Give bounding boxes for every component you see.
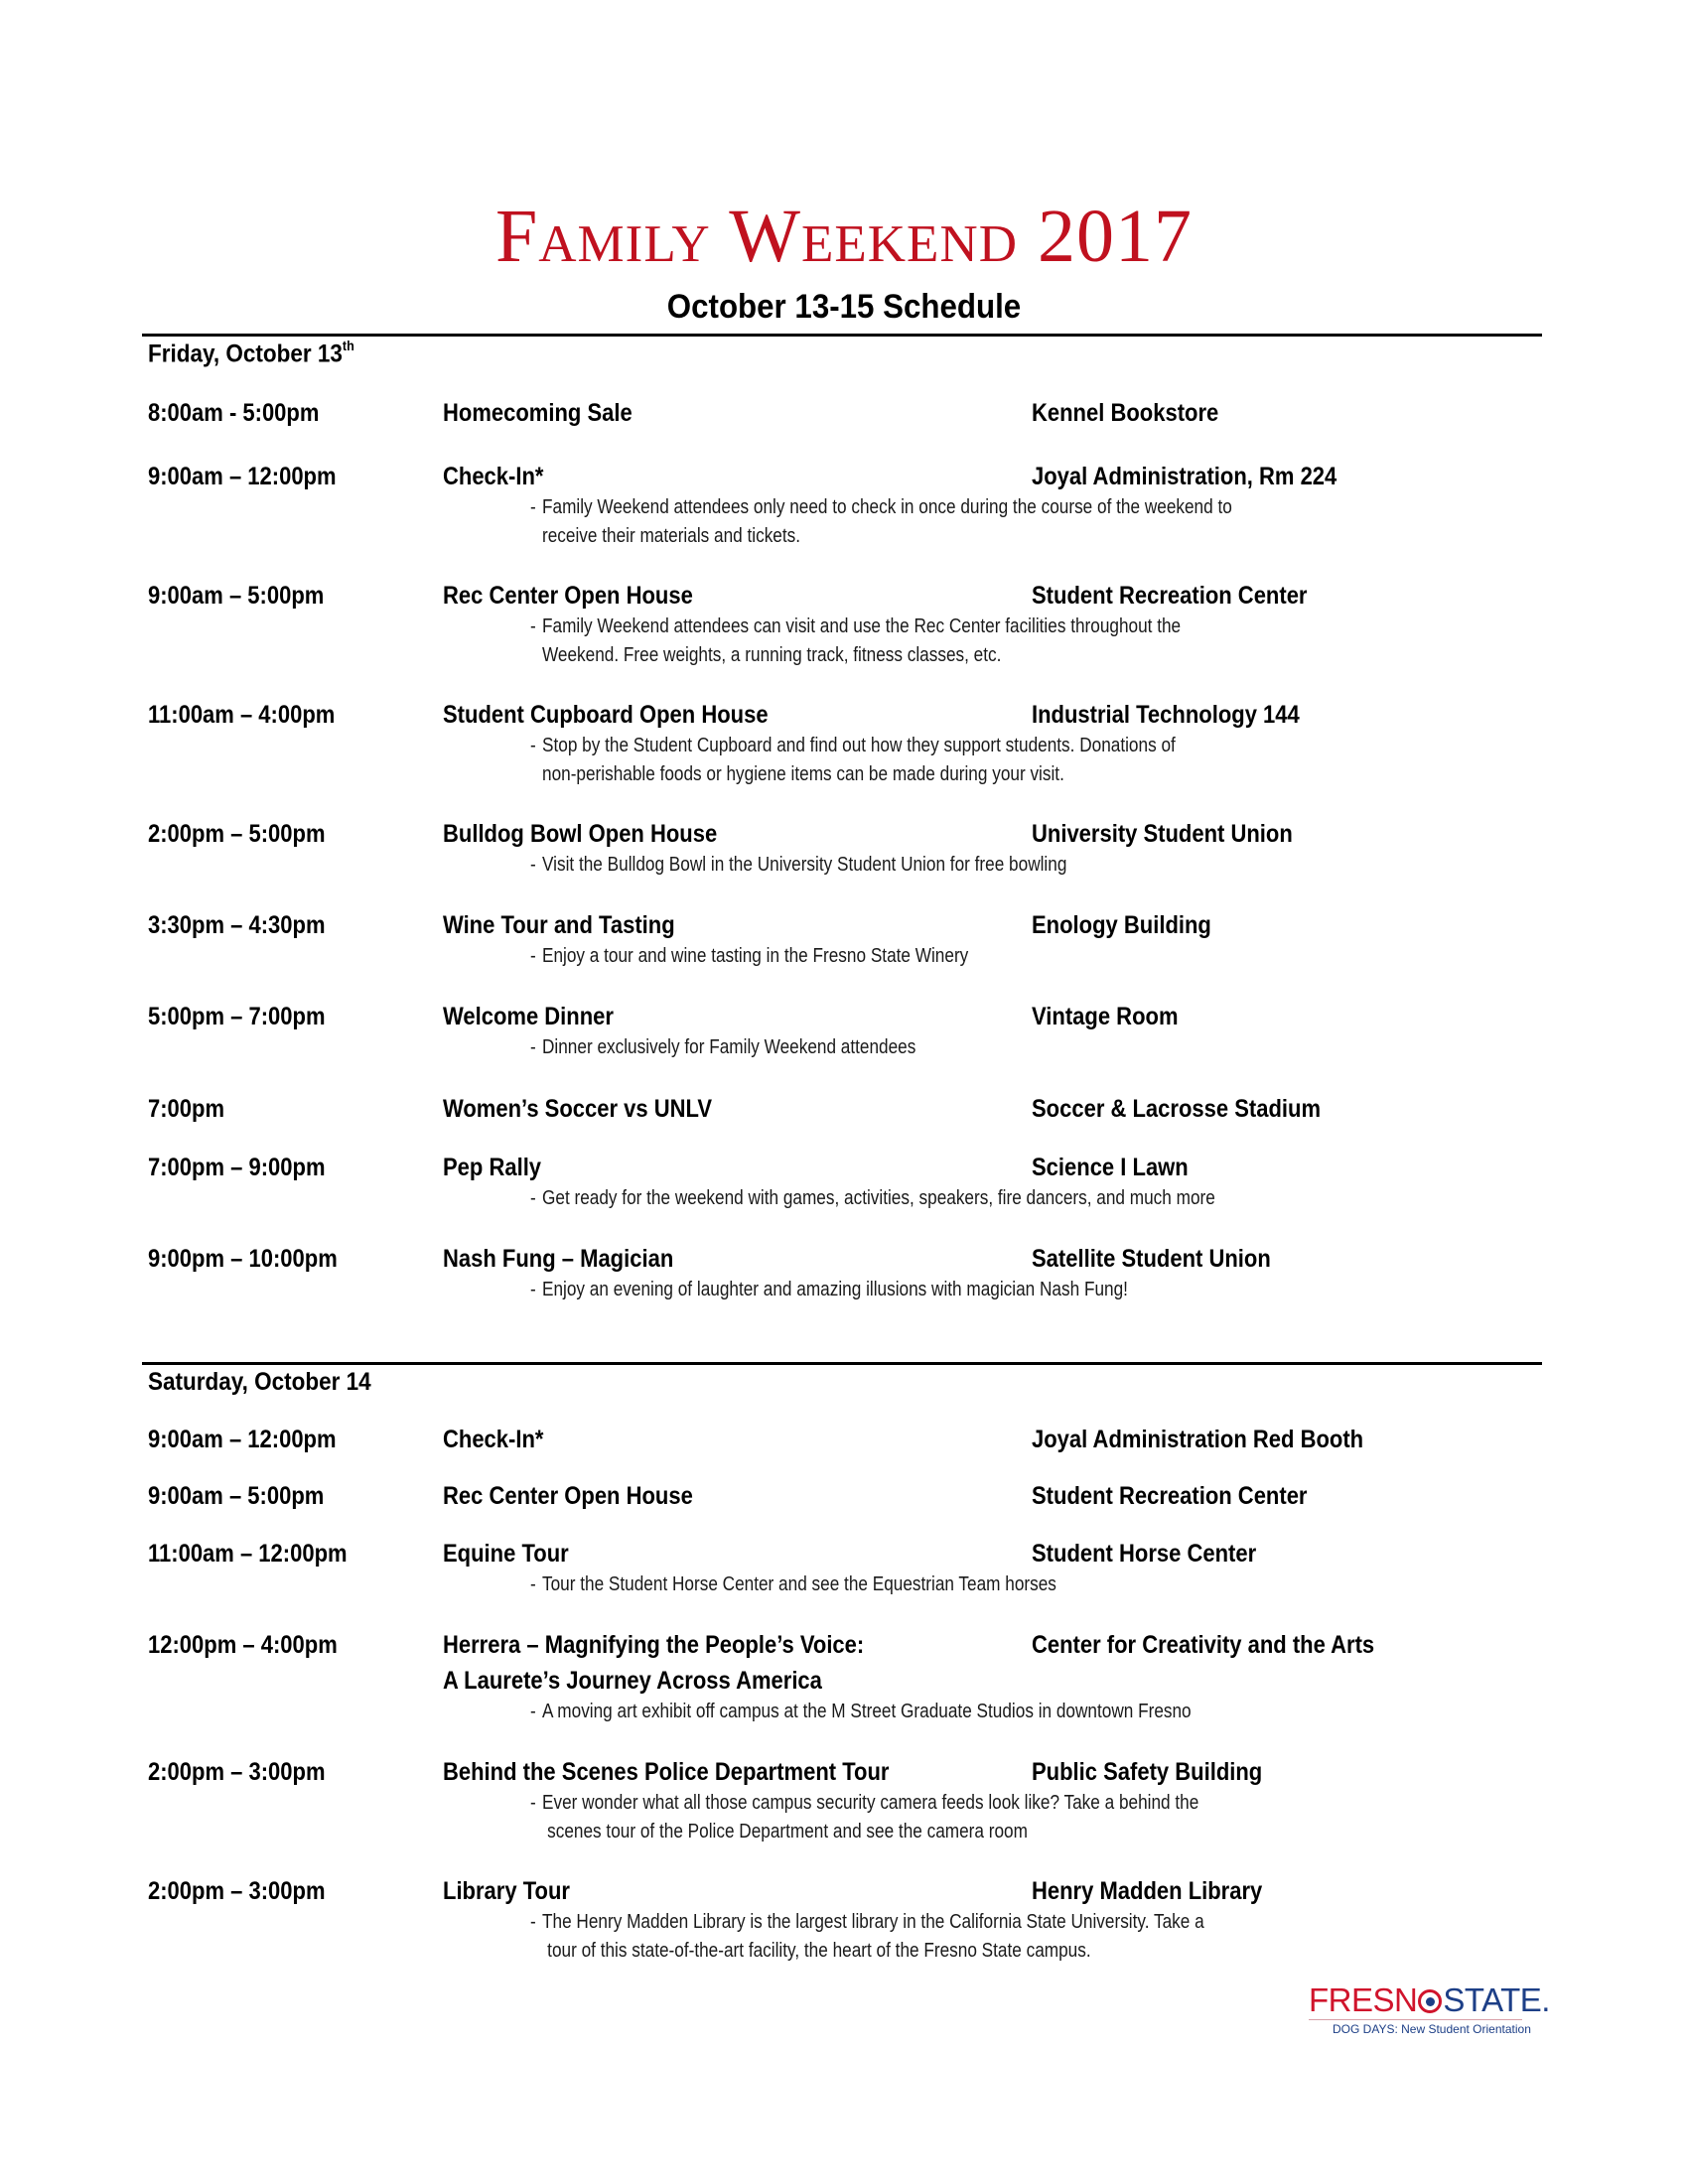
event-title: Pep Rally bbox=[443, 1154, 542, 1181]
day-heading-label: Saturday, October 14 bbox=[148, 1368, 371, 1396]
event-location: Kennel Bookstore bbox=[1032, 399, 1219, 427]
event-location: Joyal Administration Red Booth bbox=[1032, 1426, 1364, 1453]
description-line: Get ready for the weekend with games, activities, speakers, fire dancers, and much more bbox=[542, 1187, 1215, 1209]
event-description: - Ever wonder what all those campus security camera feeds look like? Take a behind the scenes tour of the Police Department and see the camera room bbox=[542, 1789, 1311, 1846]
description-line: Enjoy a tour and wine tasting in the Fresno State Winery bbox=[542, 945, 969, 967]
description-line: A moving art exhibit off campus at the M Street Graduate Studios in downtown Fresno bbox=[542, 1701, 1192, 1722]
event-time: 11:00am – 4:00pm bbox=[148, 701, 336, 729]
event-time: 8:00am - 5:00pm bbox=[148, 399, 320, 427]
event-title: Welcome Dinner bbox=[443, 1003, 614, 1030]
event-time: 9:00am – 5:00pm bbox=[148, 1482, 325, 1510]
event-title: Equine Tour bbox=[443, 1540, 569, 1568]
description-line: Ever wonder what all those campus security camera feeds look like? Take a behind the bbox=[542, 1792, 1199, 1814]
event-location: Science I Lawn bbox=[1032, 1154, 1189, 1181]
event-time: 5:00pm – 7:00pm bbox=[148, 1003, 326, 1030]
event-location: Joyal Administration, Rm 224 bbox=[1032, 463, 1337, 490]
event-title: Library Tour bbox=[443, 1877, 570, 1905]
event-location: Vintage Room bbox=[1032, 1003, 1179, 1030]
event-description: - Get ready for the weekend with games, activities, speakers, fire dancers, and much more bbox=[542, 1184, 1311, 1213]
event-location: Student Recreation Center bbox=[1032, 1482, 1308, 1510]
description-line: Weekend. Free weights, a running track, fitness classes, etc. bbox=[542, 644, 1002, 666]
event-location: Student Recreation Center bbox=[1032, 582, 1308, 610]
event-title: Rec Center Open House bbox=[443, 1482, 693, 1510]
event-location: University Student Union bbox=[1032, 820, 1293, 848]
event-time: 12:00pm – 4:00pm bbox=[148, 1631, 338, 1659]
description-line: Enjoy an evening of laughter and amazing illusions with magician Nash Fung! bbox=[542, 1279, 1128, 1300]
event-location: Student Horse Center bbox=[1032, 1540, 1257, 1568]
event-description: - Enjoy a tour and wine tasting in the Fresno State Winery bbox=[542, 942, 1311, 971]
description-line: non-perishable foods or hygiene items can be made during your visit. bbox=[542, 763, 1064, 785]
event-description: - Enjoy an evening of laughter and amazing illusions with magician Nash Fung! bbox=[542, 1276, 1311, 1304]
page-subtitle: October 13-15 Schedule bbox=[666, 288, 1022, 326]
logo-word-state: STATE. bbox=[1443, 1981, 1550, 2018]
description-line: receive their materials and tickets. bbox=[542, 525, 801, 547]
paw-print-icon bbox=[1418, 1989, 1442, 2013]
day-heading-suffix: th bbox=[342, 338, 354, 353]
event-location: Henry Madden Library bbox=[1032, 1877, 1263, 1905]
description-line: scenes tour of the Police Department and see the camera room bbox=[547, 1821, 1028, 1843]
description-line: Stop by the Student Cupboard and find out how they support students. Donations of bbox=[542, 735, 1176, 756]
event-title: Rec Center Open House bbox=[443, 582, 693, 610]
event-description: - Tour the Student Horse Center and see the Equestrian Team horses bbox=[542, 1570, 1311, 1599]
description-line: tour of this state-of-the-art facility, the heart of the Fresno State campus. bbox=[547, 1940, 1091, 1962]
event-title: Homecoming Sale bbox=[443, 399, 633, 427]
event-time: 9:00pm – 10:00pm bbox=[148, 1245, 338, 1273]
event-location: Public Safety Building bbox=[1032, 1758, 1263, 1786]
day-heading-saturday bbox=[148, 1368, 371, 1397]
event-description: - Visit the Bulldog Bowl in the University Student Union for free bowling bbox=[542, 851, 1311, 880]
description-line: Tour the Student Horse Center and see the Equestrian Team horses bbox=[542, 1573, 1056, 1595]
event-location: Industrial Technology 144 bbox=[1032, 701, 1300, 729]
logo-underline bbox=[1309, 2019, 1522, 2020]
event-location: Enology Building bbox=[1032, 911, 1211, 939]
event-title: Bulldog Bowl Open House bbox=[443, 820, 718, 848]
event-title: Nash Fung – Magician bbox=[443, 1245, 674, 1273]
event-description: - Family Weekend attendees only need to check in once during the course of the weekend to receive their materials and tickets. bbox=[542, 493, 1311, 551]
event-title: Check-In* bbox=[443, 1426, 544, 1453]
day-heading-label: Friday, October 13 bbox=[148, 340, 343, 368]
event-time: 9:00am – 12:00pm bbox=[148, 463, 337, 490]
event-title-line2: A Laurete’s Journey Across America bbox=[443, 1667, 822, 1695]
event-title: Wine Tour and Tasting bbox=[443, 911, 675, 939]
section-divider bbox=[142, 334, 1542, 337]
event-time: 2:00pm – 3:00pm bbox=[148, 1877, 326, 1905]
event-title: Herrera – Magnifying the People’s Voice: bbox=[443, 1631, 865, 1659]
event-time: 3:30pm – 4:30pm bbox=[148, 911, 326, 939]
event-description: - Family Weekend attendees can visit and use the Rec Center facilities throughout the Weekend. Free weights, a running track, fitness classes, etc. bbox=[542, 613, 1311, 670]
event-time: 7:00pm – 9:00pm bbox=[148, 1154, 326, 1181]
event-title: Women’s Soccer vs UNLV bbox=[443, 1095, 713, 1123]
section-divider bbox=[142, 1362, 1542, 1365]
description-line: The Henry Madden Library is the largest library in the California State University. Take a bbox=[542, 1911, 1204, 1933]
event-time: 11:00am – 12:00pm bbox=[148, 1540, 348, 1568]
page-title: Family Weekend 2017 bbox=[495, 195, 1193, 278]
event-location: Satellite Student Union bbox=[1032, 1245, 1271, 1273]
description-line: Visit the Bulldog Bowl in the University Student Union for free bowling bbox=[542, 854, 1067, 876]
fresno-state-logo bbox=[1309, 1981, 1550, 2036]
logo-word-fresno: FRESN bbox=[1309, 1981, 1418, 2018]
event-time: 2:00pm – 5:00pm bbox=[148, 820, 326, 848]
event-description: - The Henry Madden Library is the largest library in the California State University. Take a tour of this state-of-the-art facility, the heart of the Fresno State campus. bbox=[542, 1908, 1311, 1966]
description-line: Family Weekend attendees can visit and use the Rec Center facilities throughout the bbox=[542, 615, 1182, 637]
event-time: 9:00am – 5:00pm bbox=[148, 582, 325, 610]
event-description: - A moving art exhibit off campus at the M Street Graduate Studios in downtown Fresno bbox=[542, 1698, 1311, 1726]
description-line: Family Weekend attendees only need to check in once during the course of the weekend to bbox=[542, 496, 1232, 518]
event-title: Behind the Scenes Police Department Tour bbox=[443, 1758, 890, 1786]
logo-tagline: DOG DAYS: New Student Orientation bbox=[1333, 2022, 1531, 2036]
event-description: - Stop by the Student Cupboard and find out how they support students. Donations of non-perishable foods or hygiene items can be made during your visit. bbox=[542, 732, 1311, 789]
event-time: 7:00pm bbox=[148, 1095, 225, 1123]
event-title: Student Cupboard Open House bbox=[443, 701, 769, 729]
event-location: Center for Creativity and the Arts bbox=[1032, 1631, 1375, 1659]
event-time: 9:00am – 12:00pm bbox=[148, 1426, 337, 1453]
event-location: Soccer & Lacrosse Stadium bbox=[1032, 1095, 1322, 1123]
day-heading-friday bbox=[148, 340, 354, 368]
event-description: - Dinner exclusively for Family Weekend attendees bbox=[542, 1033, 1311, 1062]
event-title: Check-In* bbox=[443, 463, 544, 490]
event-time: 2:00pm – 3:00pm bbox=[148, 1758, 326, 1786]
description-line: Dinner exclusively for Family Weekend attendees bbox=[542, 1036, 916, 1058]
